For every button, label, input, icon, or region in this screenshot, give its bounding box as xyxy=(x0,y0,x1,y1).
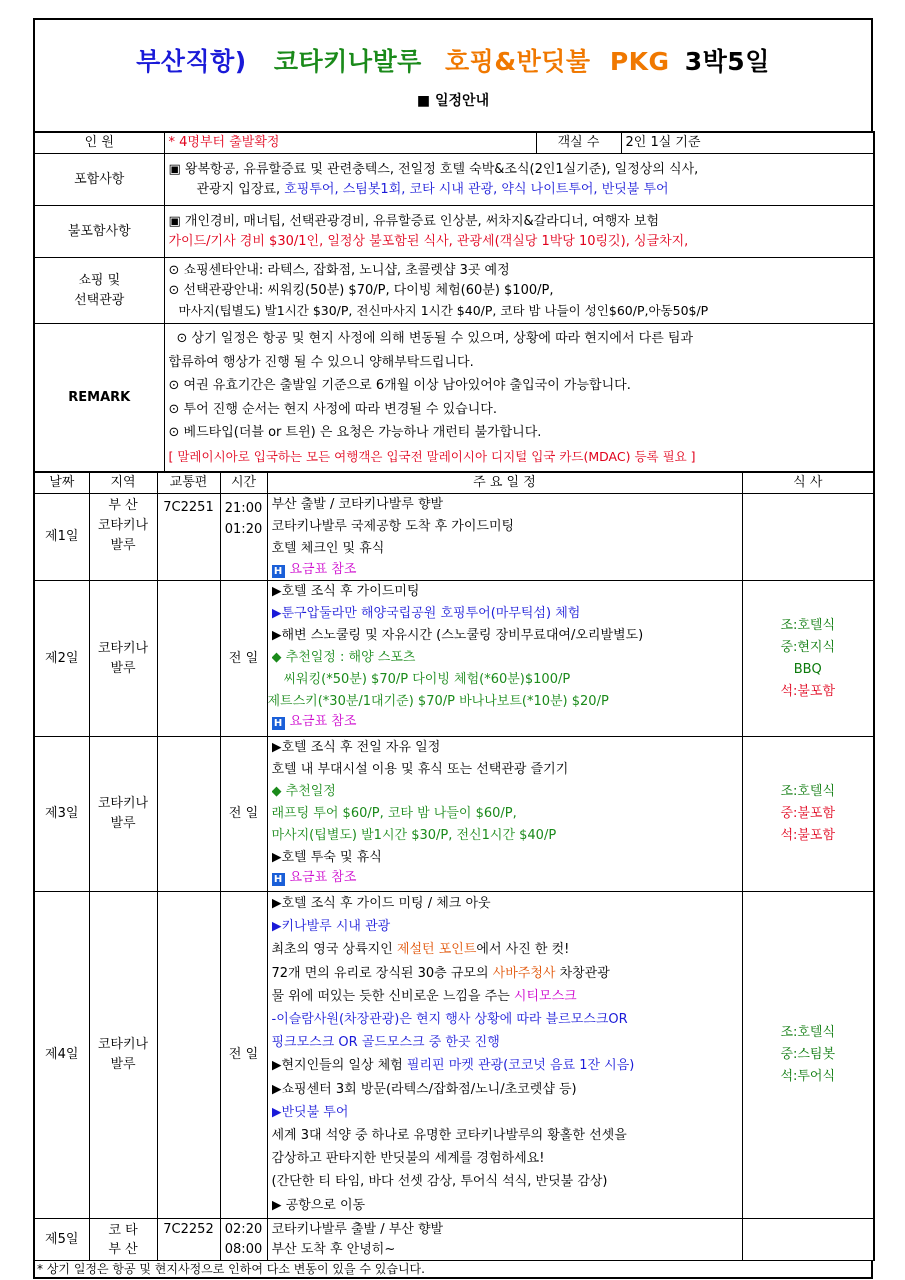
header-meal: 식 사 xyxy=(742,473,874,494)
remark-row xyxy=(34,324,874,472)
day-4-line-2: ▶키나발루 시내 관광 xyxy=(271,919,391,935)
day-2-line-1: ▶호텔 조식 후 가이드미팅 xyxy=(271,584,420,599)
schedule-header-row xyxy=(34,473,874,494)
day-4-meal-dinner: 석:투어식 xyxy=(780,1069,836,1084)
header-region: 지역 xyxy=(89,473,157,494)
shopping-line-3: 마사지(팁별도) 발1시간 $30/P, 전신마사지 1시간 $40/P, 코타 밤 나들이 성인$60/P,아동50$/P xyxy=(178,302,709,318)
info-table xyxy=(33,131,875,472)
persons-label: 인 원 xyxy=(34,132,164,154)
day-4-meal-lunch: 중:스팀봇 xyxy=(780,1047,836,1062)
day-3-region: 코타키나 발루 xyxy=(89,737,157,892)
hotel-icon: H xyxy=(272,565,285,578)
page-title xyxy=(35,20,871,78)
day-4-meal-breakfast: 조:호텔식 xyxy=(780,1025,836,1040)
remark-label: REMARK xyxy=(34,324,164,472)
day-4-line-7: 핑크모스크 OR 골드모스크 중 한곳 진행 xyxy=(271,1035,500,1051)
day-1-date: 제1일 xyxy=(34,494,89,581)
day-4-line-3: 최초의 영국 상륙지인 제설턴 포인트에서 사진 한 컷! xyxy=(271,942,570,958)
day-4-line-10: ▶반딧불 투어 xyxy=(271,1104,349,1120)
day-4-row xyxy=(34,892,874,1219)
day-3-meal-lunch: 중:불포함 xyxy=(780,806,836,821)
day-4-line-9: ▶쇼핑센터 3회 방문(라텍스/잡화점/노니/초코렛샵 등) xyxy=(271,1081,577,1097)
room-value: 2인 1실 기준 xyxy=(621,132,874,154)
shopping-row xyxy=(34,258,874,324)
remark-line-4: ⊙ 투어 진행 순서는 현지 사정에 따라 변경될 수 있습니다. xyxy=(168,401,497,417)
title-duration: 3박5일 xyxy=(684,47,770,76)
title-destination: 코타키나발루 xyxy=(273,47,422,76)
day-2-row xyxy=(34,581,874,737)
day-4-line-14: ▶ 공항으로 이동 xyxy=(271,1197,366,1213)
header-time: 시간 xyxy=(220,473,267,494)
remark-line-3: ⊙ 여권 유효기간은 출발일 기준으로 6개월 이상 남아있어야 출입국이 가능합니다. xyxy=(168,378,631,393)
title-theme: 호핑&반딧불 xyxy=(445,47,591,76)
day-2-rate-link[interactable]: 요금표 참조 xyxy=(289,714,357,729)
day-1-rate-link[interactable]: 요금표 참조 xyxy=(289,562,357,577)
day-4-region: 코타키나 발루 xyxy=(89,892,157,1219)
shopping-line-1: ⊙ 쇼핑센타안내: 라텍스, 잡화점, 노니샵, 초콜렛샵 3곳 예정 xyxy=(168,262,510,278)
hotel-icon: H xyxy=(272,873,285,886)
include-line-2: 관광지 입장료, 호핑투어, 스팀봇1회, 코타 시내 관광, 약식 나이트투어, 반딧불 투어 xyxy=(196,181,669,197)
shopping-label-1: 쇼핑 및 xyxy=(78,272,121,288)
include-line-1: ▣ 왕복항공, 유류할증료 및 관련충텍스, 전일정 호텔 숙박&조식(2인1실기준), 일정상의 식사, xyxy=(168,161,699,177)
hotel-icon: H xyxy=(272,717,285,730)
day-2-region: 코타키나 발루 xyxy=(89,581,157,737)
day-1-line-2: 코타키나발루 국제공항 도착 후 가이드미팅 xyxy=(271,519,515,534)
day-2-meal-dinner: 석:불포함 xyxy=(780,683,836,699)
day-3-time: 전 일 xyxy=(220,737,267,892)
day-3-line-5: 마사지(팁별도) 발1시간 $30/P, 전신1시간 $40/P xyxy=(271,828,557,843)
day-3-line-1: ▶호텔 조식 후 전일 자유 일정 xyxy=(271,740,441,755)
day-5-region: 코 타 부 산 xyxy=(89,1219,157,1261)
day-3-date: 제3일 xyxy=(34,737,89,892)
day-4-line-6: -이슬람사원(차장관광)은 현지 행사 상황에 따라 블르모스크OR xyxy=(271,1012,628,1028)
day-5-date: 제5일 xyxy=(34,1219,89,1261)
remark-line-2: 합류하여 행상가 진행 될 수 있으니 양해부탁드립니다. xyxy=(168,354,474,370)
day-2-line-3: ▶해변 스노쿨링 및 자유시간 (스노쿨링 장비무료대여/오리발별도) xyxy=(271,628,644,643)
persons-value: * 4명부터 출발확정 xyxy=(164,132,536,154)
day-5-line-1: 코타키나발루 출발 / 부산 향발 xyxy=(271,1221,444,1237)
day-5-line-2: 부산 도착 후 안녕히~ xyxy=(271,1241,396,1257)
day-2-line-5: 씨워킹(*50분) $70/P 다이빙 체험(*60분)$100/P xyxy=(283,672,571,687)
include-label: 포함사항 xyxy=(34,154,164,206)
day-5-flight: 7C2252 xyxy=(157,1219,220,1261)
shopping-line-2: ⊙ 선택관광안내: 씨워킹(50분) $70/P, 다이빙 체험(60분) $100/P, xyxy=(168,282,554,298)
day-3-row xyxy=(34,737,874,892)
day-3-line-2: 호텔 내 부대시설 이용 및 휴식 또는 선택관광 즐기기 xyxy=(271,762,569,777)
exclude-row xyxy=(34,206,874,258)
day-5-row xyxy=(34,1219,874,1261)
title-section xyxy=(33,18,873,131)
day-3-line-3: ◆ 추천일정 xyxy=(271,784,336,799)
day-2-line-6: 제트스키(*30분/1대기준) $70/P 바나나보트(*10분) $20/P xyxy=(267,694,609,709)
title-pkg: PKG xyxy=(609,47,670,76)
title-origin: 부산직항) xyxy=(136,47,247,76)
day-4-line-12: 감상하고 판타지한 반딧불의 세계를 경험하세요! xyxy=(271,1151,545,1167)
itinerary-document xyxy=(33,18,873,1279)
day-5-time: 02:20 08:00 xyxy=(220,1219,267,1261)
day-1-region: 부 산 코타키나 발루 xyxy=(89,494,157,581)
remark-line-1: ⊙ 상기 일정은 항공 및 현지 사정에 의해 변동될 수 있으며, 상황에 따라 현지에서 다른 팀과 xyxy=(176,331,694,346)
day-1-line-1: 부산 출발 / 코타키나발루 향발 xyxy=(271,497,444,512)
day-1-flight: 7C2251 xyxy=(157,494,220,581)
day-2-meal-lunch: 중:현지식 xyxy=(780,639,836,655)
day-4-line-11: 세계 3대 석양 중 하나로 유명한 코타키나발루의 황홀한 선셋을 xyxy=(271,1128,627,1144)
day-1-line-3: 호텔 체크인 및 휴식 xyxy=(271,541,385,556)
include-highlight: 호핑투어, 스팀봇1회, 코타 시내 관광, 약식 나이트투어, 반딧불 투어 xyxy=(284,181,669,197)
day-1-time: 21:00 01:20 xyxy=(220,494,267,581)
day-4-line-5: 물 위에 떠있는 듯한 신비로운 느낌을 주는 시티모스크 xyxy=(271,988,577,1004)
day-3-line-4: 래프팅 투어 $60/P, 코타 밤 나들이 $60/P, xyxy=(271,806,517,821)
day-3-meal-breakfast: 조:호텔식 xyxy=(780,784,836,799)
day-3-meal-dinner: 석:불포함 xyxy=(780,828,836,843)
shopping-label-2: 선택관광 xyxy=(74,292,125,308)
day-4-line-8: ▶현지인들의 일상 체험 필리핀 마켓 관광(코코넛 음료 1잔 시음) xyxy=(271,1058,635,1074)
day-2-date: 제2일 xyxy=(34,581,89,737)
day-1-row xyxy=(34,494,874,581)
day-3-line-6: ▶호텔 투숙 및 휴식 xyxy=(271,850,382,865)
day-2-meal-bbq: BBQ xyxy=(793,661,822,677)
day-4-line-4: 72개 면의 유리로 장식된 30층 규모의 사바주청사 차창관광 xyxy=(271,965,610,981)
schedule-table xyxy=(33,472,875,1261)
exclude-line-1: ▣ 개인경비, 매너팁, 선택관광경비, 유류할증료 인상분, 써차지&갈라디너, 여행자 보험 xyxy=(168,213,660,229)
remark-line-6: [ 말레이시아로 입국하는 모든 여행객은 입국전 말레이시아 디지털 입국 카드(MDAC) 등록 필요 ] xyxy=(168,448,696,464)
remark-line-5: ⊙ 베드타입(더블 or 트윈) 은 요청은 가능하나 개런티 불가합니다. xyxy=(168,425,542,440)
day-4-date: 제4일 xyxy=(34,892,89,1219)
footer-note: * 상기 일정은 항공 및 현지사정으로 인하여 다소 변동이 있을 수 있습니다. xyxy=(33,1261,873,1279)
subtitle: ■ 일정안내 xyxy=(416,93,490,109)
day-2-meal-breakfast: 조:호텔식 xyxy=(780,617,836,633)
header-schedule: 주 요 일 정 xyxy=(267,473,742,494)
day-2-line-2: ▶툰구압둘라만 해양국립공원 호핑투어(마무틱섬) 체험 xyxy=(271,606,581,621)
exclude-label: 불포함사항 xyxy=(34,206,164,258)
include-row xyxy=(34,154,874,206)
day-2-line-4: ◆ 추천일정 : 해양 스포츠 xyxy=(271,650,416,665)
day-3-rate-link[interactable]: 요금표 참조 xyxy=(289,870,357,885)
day-4-line-13: (간단한 티 타임, 바다 선셋 감상, 투어식 석식, 반딧불 감상) xyxy=(271,1174,608,1190)
exclude-line-2: 가이드/기사 경비 $30/1인, 일정상 불포함된 식사, 관광세(객실당 1박당 10링깃), 싱글차지, xyxy=(168,233,689,249)
day-2-time: 전 일 xyxy=(220,581,267,737)
day-4-time: 전 일 xyxy=(220,892,267,1219)
header-transport: 교통편 xyxy=(157,473,220,494)
day-4-line-1: ▶호텔 조식 후 가이드 미팅 / 체크 아웃 xyxy=(271,896,491,911)
persons-row xyxy=(34,132,874,154)
header-date: 날짜 xyxy=(34,473,89,494)
room-label: 객실 수 xyxy=(536,132,621,154)
